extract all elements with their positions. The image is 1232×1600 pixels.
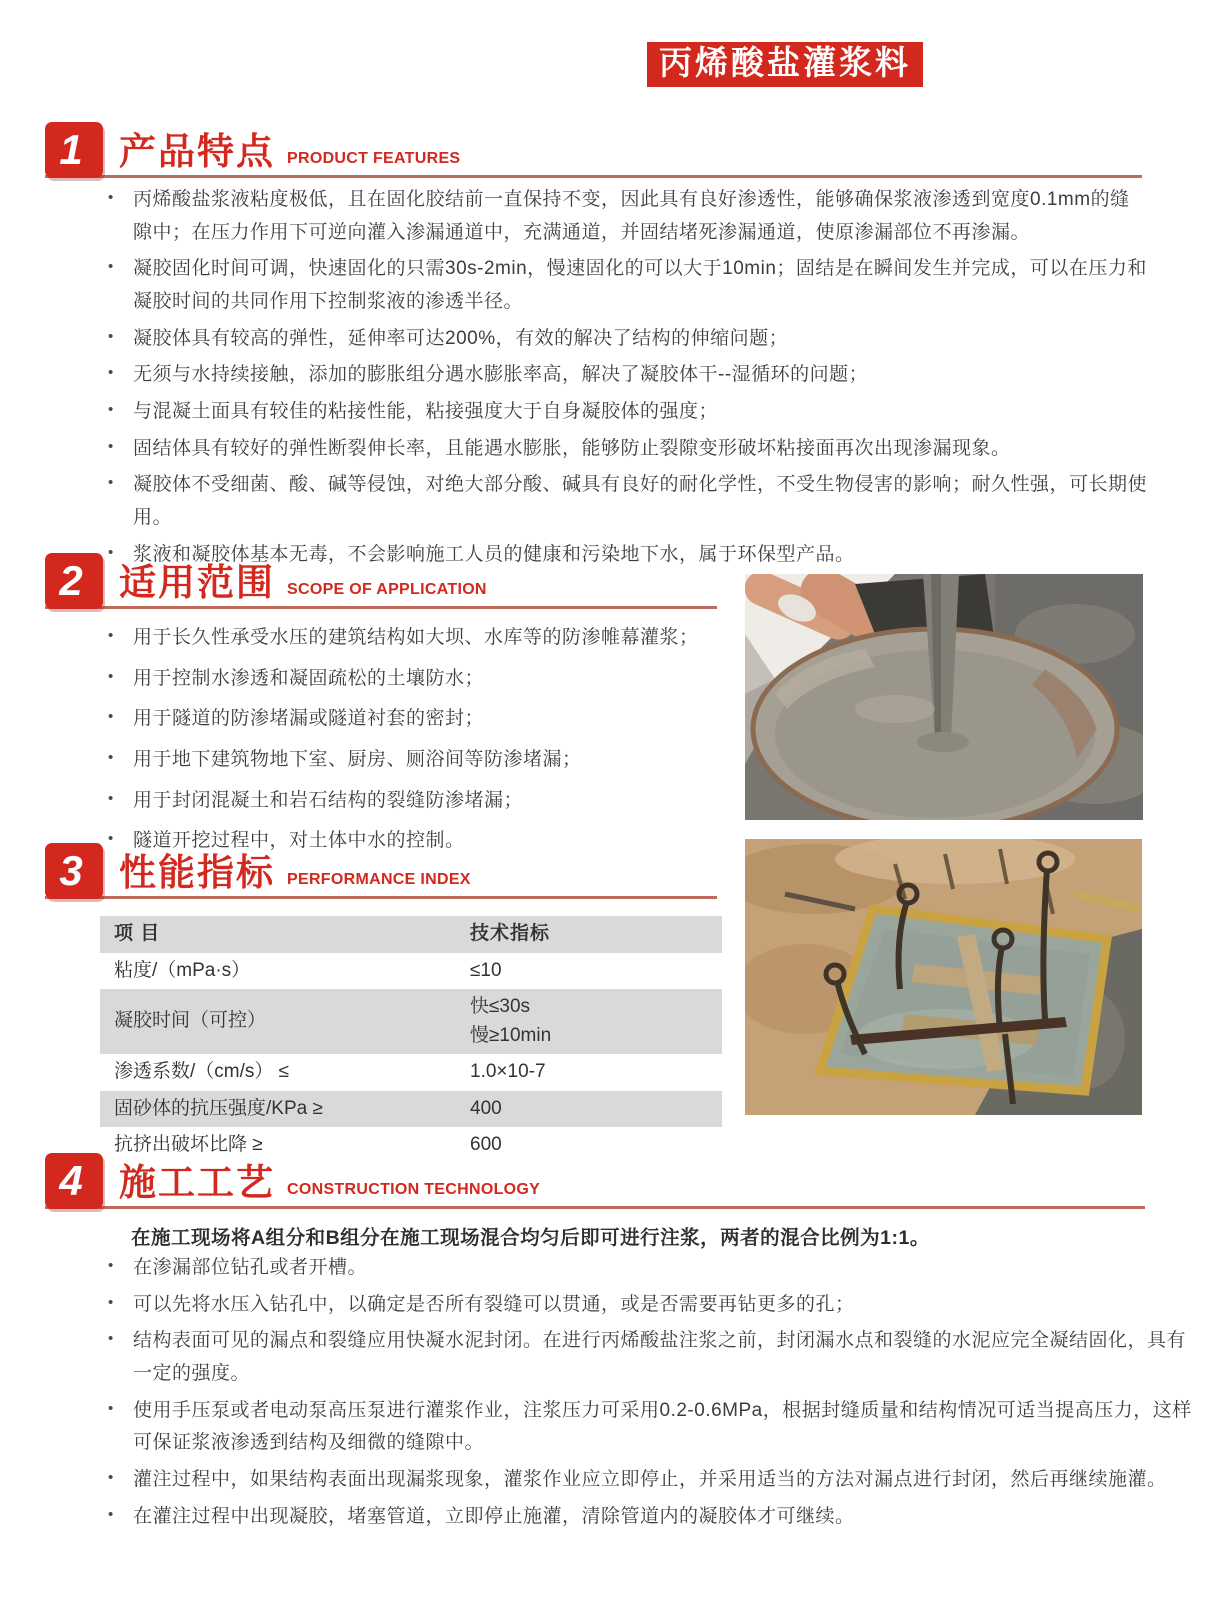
table-cell: ≤10 [470,959,502,981]
list-item: • 用于长久性承受水压的建筑结构如大坝、水库等的防渗帷幕灌浆； [100,622,725,655]
table-cell-line: 快≤30s [470,996,531,1017]
list-item: • 用于控制水渗透和凝固疏松的土壤防水； [100,663,725,696]
list-item: • 浆液和凝胶体基本无毒，不会影响施工人员的健康和污染地下水，属于环保型产品。 [100,539,1148,572]
grouting-formwork-photo [745,839,1142,1115]
list-item: • 灌注过程中，如果结构表面出现漏浆现象，灌浆作业应立即停止，并采用适当的方法对漏点进行封闭，然后再继续施灌。 [100,1464,1195,1497]
section-4-number-badge: 4 [45,1153,103,1209]
product-title-banner: 丙烯酸盐灌浆料 [647,42,923,87]
list-item: • 用于封闭混凝土和岩石结构的裂缝防渗堵漏； [100,785,725,818]
table-cell-line: 慢≥10min [470,1024,552,1046]
table-header-row [100,916,722,953]
table-header-cell: 技术指标 [470,923,551,944]
table-cell: 固砂体的抗压强度/KPa ≥ [114,1097,323,1119]
list-item: • 可以先将水压入钻孔中，以确定是否所有裂缝可以贯通，或是否需要再钻更多的孔； [100,1289,1195,1322]
list-item: • 使用手压泵或者电动泵高压泵进行灌浆作业，注浆压力可采用0.2-0.6MPa，根据封缝质量和结构情况可适当提高压力，这样可保证浆液渗透到结构及细微的缝隙中。 [100,1395,1195,1460]
construction-steps-list [100,1252,1195,1537]
section-2-number-badge: 2 [45,553,103,609]
table-header-cell: 项 目 [114,923,161,944]
list-item: • 用于地下建筑物地下室、厨房、厕浴间等防渗堵漏； [100,744,725,777]
section-2-header [45,553,717,609]
section-1-title: 产品特点 [119,131,275,172]
section-4-title: 施工工艺 [119,1162,275,1203]
section-1-number-badge: 1 [45,122,103,178]
table-cell: 600 [470,1134,502,1155]
table-row [100,989,722,1054]
list-item: • 与混凝土面具有较佳的粘接性能，粘接强度大于自身凝胶体的强度； [100,396,1148,429]
section-3-number-badge: 3 [45,843,103,899]
mixing-instruction-text: 在施工现场将A组分和B组分在施工现场混合均匀后即可进行注浆，两者的混合比例为1:1。 [131,1227,930,1249]
table-row [100,1054,722,1091]
section-2-title: 适用范围 [119,562,275,603]
slurry-mixing-photo [745,574,1143,820]
section-4-header [45,1153,1145,1209]
section-2-subtitle: SCOPE OF APPLICATION [287,581,487,598]
scope-of-application-list [100,622,725,866]
list-item: • 结构表面可见的漏点和裂缝应用快凝水泥封闭。在进行丙烯酸盐注浆之前，封闭漏水点和裂缝的水泥应完全凝结固化，具有一定的强度。 [100,1325,1195,1390]
section-3-header [45,843,717,899]
list-item: • 用于隧道的防渗堵漏或隧道衬套的密封； [100,703,725,736]
section-1-header [45,122,1142,178]
section-4-subtitle: CONSTRUCTION TECHNOLOGY [287,1181,541,1198]
list-item: • 固结体具有较好的弹性断裂伸长率，且能遇水膨胀，能够防止裂隙变形破坏粘接面再次出现渗漏现象。 [100,433,1148,466]
table-cell: 凝胶时间（可控） [114,1010,267,1032]
table-row [100,953,722,990]
table-cell: 粘度/（mPa·s） [114,959,251,981]
list-item: • 在灌注过程中出现凝胶，堵塞管道，立即停止施灌，清除管道内的凝胶体才可继续。 [100,1501,1195,1534]
product-features-list [100,184,1148,575]
list-item: • 隧道开挖过程中，对土体中水的控制。 [100,825,725,858]
performance-table [100,916,722,1164]
section-3-title: 性能指标 [119,852,275,893]
section-1-subtitle: PRODUCT FEATURES [287,150,461,167]
section-3-subtitle: PERFORMANCE INDEX [287,871,471,888]
list-item: • 凝胶固化时间可调，快速固化的只需30s-2min，慢速固化的可以大于10min；固结是在瞬间发生并完成，可以在压力和凝胶时间的共同作用下控制浆液的渗透半径。 [100,253,1148,318]
list-item: • 丙烯酸盐浆液粘度极低，且在固化胶结前一直保持不变，因此具有良好渗透性，能够确保浆液渗透到宽度0.1mm的缝隙中；在压力作用下可逆向灌入渗漏通道中，充满通道，并固结堵死渗漏通道，使原渗漏部位不再渗漏。 [100,184,1148,249]
table-cell: 渗透系数/（cm/s） ≤ [114,1061,290,1082]
table-cell [456,989,722,1054]
table-cell: 抗挤出破坏比降 ≥ [114,1134,263,1155]
list-item: • 凝胶体不受细菌、酸、碱等侵蚀，对绝大部分酸、碱具有良好的耐化学性，不受生物侵害的影响；耐久性强，可长期使用。 [100,469,1148,534]
table-cell: 1.0×10-7 [470,1061,546,1082]
list-item: • 无须与水持续接触，添加的膨胀组分遇水膨胀率高，解决了凝胶体干--湿循环的问题； [100,359,1148,392]
table-cell: 400 [470,1097,502,1119]
list-item: • 在渗漏部位钻孔或者开槽。 [100,1252,1195,1285]
list-item: • 凝胶体具有较高的弹性，延伸率可达200%，有效的解决了结构的伸缩问题； [100,323,1148,356]
table-row [100,1091,722,1128]
